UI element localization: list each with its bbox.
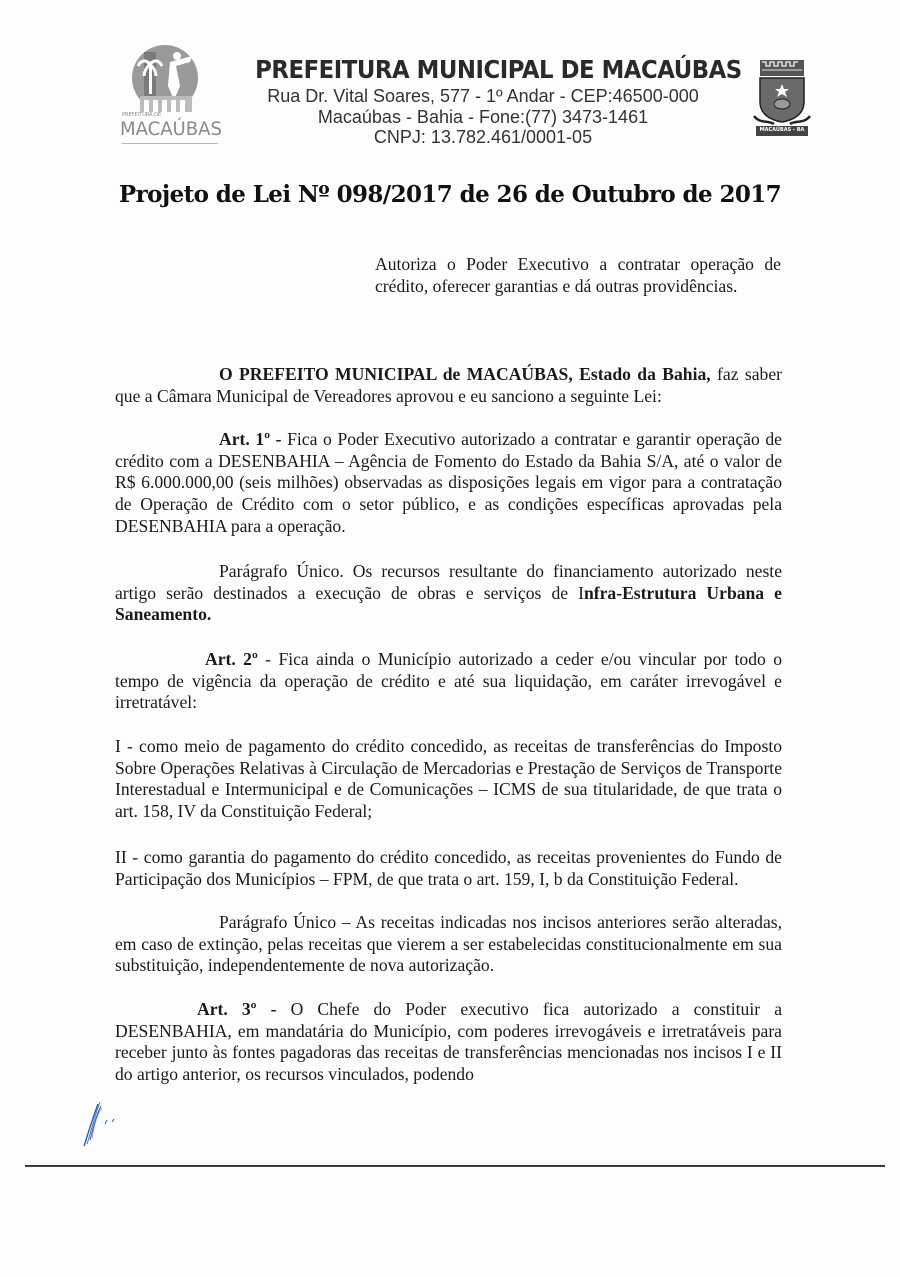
logo-wordmark: MACAÚBAS xyxy=(120,118,222,140)
article-3-text: O Chefe do Poder executivo fica autorizado a constituir a DESENBAHIA, em mandatária do Município, com poderes irrevogáveis e irretratáveis para receber junto às fontes pagadoras das receitas de transferências mencionadas nos incisos I e II do artigo anterior, os recursos vinculados, podendo xyxy=(115,999,782,1085)
signature-initials xyxy=(78,1098,148,1150)
article-2-text: - Fica ainda o Município autorizado a ceder e/ou vincular por todo o tempo de vigência da operação de crédito e até sua liquidação, em caráter irrevogável e irretratável: xyxy=(115,649,782,713)
coat-of-arms-icon xyxy=(752,58,812,138)
handwritten-signature-icon xyxy=(78,1098,148,1150)
footer-divider xyxy=(25,1165,885,1167)
logo-tagline-line xyxy=(122,143,218,144)
preamble-bold: O PREFEITO MUNICIPAL de MACAÚBAS, Estado da Bahia, xyxy=(219,364,711,384)
institution-address: Rua Dr. Vital Soares, 577 - 1º Andar - CEP:46500-000 xyxy=(267,86,699,106)
preamble xyxy=(115,364,782,407)
inciso-1: I - como meio de pagamento do crédito concedido, as receitas de transferências do Imposto Sobre Operações Relativas à Circulação de Mercadorias e Prestação de Serviços de Transporte Interestadual e Intermunicipal e de Comunicações – ICMS de sua titularidade, de que trata o art. 158, IV da Constituição Federal; xyxy=(115,736,782,822)
article-1 xyxy=(115,429,782,538)
article-1-paragraph-bold: nfra-Estrutura Urbana e Saneamento. xyxy=(115,582,782,625)
crest-label: MACAÚBAS - BA xyxy=(759,127,805,133)
document-title: Projeto de Lei Nº 098/2017 de 26 de Outubro de 2017 xyxy=(118,181,782,208)
institution-title: PREFEITURA MUNICIPAL DE MACAÚBAS xyxy=(255,55,742,84)
institution-cnpj: CNPJ: 13.782.461/0001-05 xyxy=(373,127,593,147)
municipal-logo xyxy=(122,42,222,147)
article-2-paragraph: Parágrafo Único – As receitas indicadas nos incisos anteriores serão alteradas, em caso de extinção, pelas receitas que vierem a ser estabelecidas constitucionalmente em sua substituição, independentemente de nova autorização. xyxy=(115,912,782,976)
article-1-paragraph xyxy=(115,561,782,626)
inciso-2: II - como garantia do pagamento do crédito concedido, as receitas provenientes do Fundo de Participação dos Municípios – FPM, de que trata o art. 159, I, b da Constituição Federal. xyxy=(115,847,782,889)
article-2-label: Art. 2º xyxy=(205,649,258,669)
article-2 xyxy=(115,649,782,714)
ementa: Autoriza o Poder Executivo a contratar operação de crédito, oferecer garantias e dá outras providências. xyxy=(375,254,781,296)
municipal-crest xyxy=(752,58,812,138)
article-1-label: Art. 1º - xyxy=(219,429,282,449)
preamble-text: faz saber que a Câmara Municipal de Vereadores aprovou e eu sanciono a seguinte Lei: xyxy=(115,364,782,406)
article-1-paragraph-text: Parágrafo Único. Os recursos resultante do financiamento autorizado neste artigo serão destinados a execução de obras e serviços de I xyxy=(115,561,782,603)
article-1-text: Fica o Poder Executivo autorizado a contratar e garantir operação de crédito com a DESENBAHIA – Agência de Fomento do Estado da Bahia S/A, até o valor de R$ 6.000.000,00 (seis milhões) observadas as disposições legais em vigor para a contratação de Operação de Crédito com o setor público, e as condições específicas aprovadas pela DESENBAHIA para a operação. xyxy=(115,429,782,536)
institution-city-phone: Macaúbas - Bahia - Fone:(77) 3473-1461 xyxy=(317,107,649,127)
article-3 xyxy=(115,999,782,1086)
logo-subtext: PREFEITURA DE xyxy=(122,112,162,118)
article-3-label: Art. 3º - xyxy=(197,999,277,1019)
